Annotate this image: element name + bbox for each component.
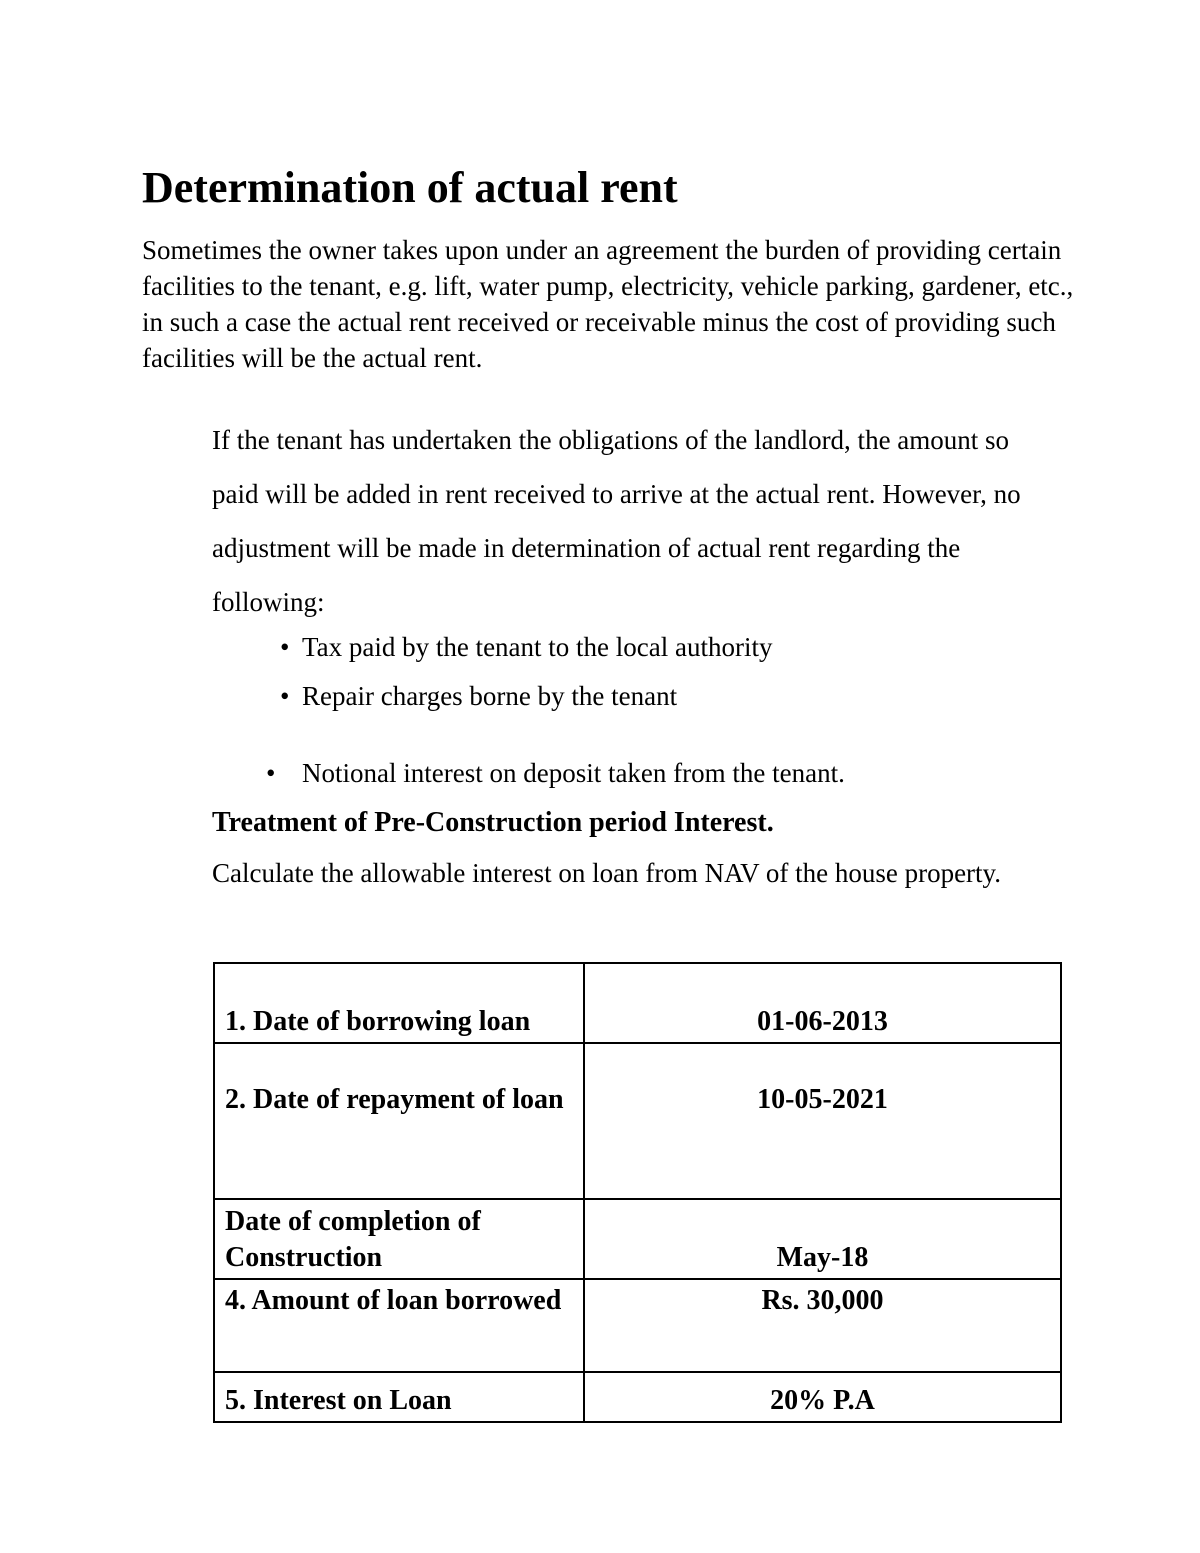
table-row [214,1043,1061,1199]
question-paragraph: Calculate the allowable interest on loan from NAV of the house property. [212,858,1002,888]
list-item [280,679,677,713]
intro-paragraph: Sometimes the owner takes upon under an agreement the burden of providing certain facilities to the tenant, e.g. lift, water pump, electricity, vehicle parking, gardener, etc., in such a case the actual rent received or receivable minus the cost of providing such facilities will be the actual rent. [142,235,1074,373]
row-label: 1. Date of borrowing loan [214,963,584,1043]
list-item-text: Tax paid by the tenant to the local authority [302,632,773,662]
row-label: 5. Interest on Loan [214,1372,584,1422]
table-row [214,963,1061,1043]
row-value: 01-06-2013 [584,963,1061,1043]
bullet-icon: • [280,632,290,662]
list-item-text: Repair charges borne by the tenant [302,681,678,711]
section-heading: Treatment of Pre-Construction period Interest. [212,807,774,838]
row-value: 20% P.A [584,1372,1061,1422]
row-label: 4. Amount of loan borrowed [214,1279,584,1372]
list-item [280,630,772,664]
table-row [214,1279,1061,1372]
row-value: Rs. 30,000 [584,1279,1061,1372]
row-value: 10-05-2021 [584,1043,1061,1199]
table-row [214,1199,1061,1279]
list-item [266,756,845,790]
obligation-paragraph: If the tenant has undertaken the obligations of the landlord, the amount so paid will be added in rent received to arrive at the actual rent. However, no adjustment will be made in determination of actual rent regarding the following: [212,425,1021,617]
bullet-icon: • [280,681,290,711]
row-value: May-18 [584,1199,1061,1279]
table-row [214,1372,1061,1422]
bullet-icon: • [266,758,276,788]
loan-details-table [213,962,1062,1423]
row-label: 2. Date of repayment of loan [214,1043,584,1199]
page-title: Determination of actual rent [142,163,678,212]
row-label: Date of completion of Construction [214,1199,584,1279]
list-item-text: Notional interest on deposit taken from the tenant. [302,758,845,788]
